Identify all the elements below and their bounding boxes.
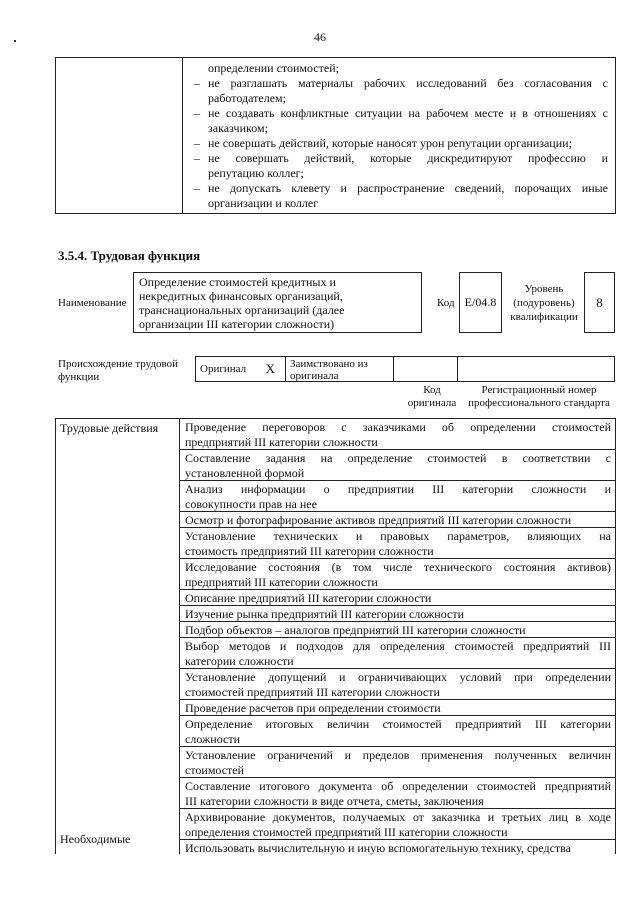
labor-action-line: Определение итоговых величин стоимостей предприятий III категории [185, 717, 611, 731]
labor-action-line: сложности [185, 732, 241, 746]
ethics-rule-text: не совершать действий, которые дискредитируют профессию и [208, 151, 608, 165]
original-mark: X [265, 361, 275, 376]
dash-bullet: – [194, 151, 200, 165]
labor-actions-list [180, 419, 616, 856]
registration-number-caption [462, 384, 616, 410]
registration-number-cell [458, 357, 614, 381]
section-title: 3.5.4. Трудовая функция [58, 248, 201, 263]
ethics-rule-text: работодателем; [208, 91, 286, 105]
ethics-rule-line [194, 151, 608, 166]
function-name-line: организации III категории сложности) [139, 317, 335, 331]
qualification-level-box [584, 272, 615, 333]
labor-action [180, 638, 616, 669]
scan-speck [14, 40, 16, 42]
origin-original-cell [196, 357, 286, 381]
ethics-rule-line [194, 121, 608, 136]
labor-action-line: Анализ информации о предприятии III категории сложности и [185, 482, 611, 496]
labor-action [180, 700, 616, 716]
ethics-rule-line [194, 106, 608, 121]
ethics-rule-text: не допускать клевету и распространение сведений, порочащих иные [208, 181, 608, 195]
labor-action [180, 778, 616, 809]
origin-table [195, 356, 615, 382]
dash-bullet: – [194, 181, 200, 195]
labor-action-line: Описание предприятий III категории сложности [185, 591, 432, 605]
dash-bullet [194, 61, 208, 76]
required-skill-line: Использовать вычислительную и иную вспомогательную технику, средства [185, 841, 571, 855]
code-label: Код [437, 297, 455, 309]
dash-bullet [194, 121, 208, 136]
origin-label-line: Происхождение трудовой [58, 358, 179, 370]
ethics-continuation-table [55, 57, 616, 214]
ethics-rule-line [194, 181, 608, 196]
ethics-rules-list [194, 61, 608, 211]
ethics-rule-text: организации и коллег [208, 196, 319, 210]
labor-action [180, 559, 616, 590]
labor-action-line: стоимостей [185, 763, 245, 777]
labor-action-line: III категории сложности в виде отчета, сметы, заключения [185, 794, 484, 808]
labor-action [180, 606, 616, 622]
labor-action-line: Установление ограничений и пределов применения полученных величин [185, 748, 611, 762]
labor-action [180, 450, 616, 481]
labor-action-line: Исследование состояния (в том числе технического состояния активов) [185, 560, 611, 574]
labor-action [180, 669, 616, 700]
dash-bullet [194, 196, 208, 211]
origin-label-line: функции [58, 371, 100, 383]
ethics-rule-line [194, 136, 608, 151]
original-code-caption [400, 384, 464, 410]
function-name-box [133, 272, 422, 333]
labor-action-line: Установление технических и правовых параметров, влияющих на [185, 529, 611, 543]
original-label: Оригинал [200, 363, 247, 375]
origin-label [58, 358, 188, 384]
labor-actions-table [55, 418, 616, 854]
labor-action [180, 747, 616, 778]
labor-action-line: категории сложности [185, 654, 294, 668]
ethics-rule-line [194, 61, 608, 76]
level-value: 8 [596, 294, 603, 310]
labor-action-line: предприятий III категории сложности [185, 435, 378, 449]
page-number: 46 [314, 30, 326, 44]
ethics-rule-text: не разглашать материалы рабочих исследований без согласования с [208, 76, 608, 90]
caption-line: Код [423, 384, 441, 396]
function-name-line: Определение стоимостей кредитных и [139, 275, 336, 289]
labor-action-line: Проведение расчетов при определении стоимости [185, 701, 441, 715]
name-label: Наименование [58, 297, 127, 309]
labor-action [180, 622, 616, 638]
labor-action-line: Выбор методов и подходов для определения стоимостей предприятий III [185, 639, 611, 653]
ethics-rule-line [194, 91, 608, 106]
dash-bullet [194, 91, 208, 106]
required-label: Необходимые [60, 832, 131, 846]
labor-action-line: определения стоимостей предприятий III категории сложности [185, 825, 508, 839]
labor-action [180, 512, 616, 528]
labor-action [180, 809, 616, 840]
labor-action-line: Установление допущений и ограничивающих условий при определении [185, 670, 611, 684]
dash-bullet: – [194, 136, 200, 150]
labor-action-line: предприятий III категории сложности [185, 575, 378, 589]
dash-bullet: – [194, 106, 200, 120]
code-box [459, 272, 502, 333]
dash-bullet [194, 166, 208, 181]
labor-action [180, 590, 616, 606]
labor-action-line: Архивирование документов, получаемых от заказчика и третьих лиц в ходе [185, 810, 611, 824]
borrowed-line: оригинала [290, 370, 339, 382]
labor-action-line: совокупности прав на нее [185, 497, 317, 511]
ethics-rule-text: не создавать конфликтные ситуации на рабочем месте и в отношениях с [208, 106, 608, 120]
original-code-cell [394, 357, 458, 381]
labor-action-line: Подбор объектов – аналогов предприятий III категории сложности [185, 623, 526, 637]
table-divider [182, 58, 183, 213]
level-label-line: Уровень [524, 283, 564, 295]
labor-action [180, 716, 616, 747]
labor-action-line: установленной формой [185, 466, 305, 480]
qualification-level-label [509, 282, 579, 324]
function-name-line: некредитных финансовых организаций, [139, 289, 343, 303]
ethics-rule-text: определении стоимостей; [208, 61, 339, 75]
ethics-rule-line [194, 166, 608, 181]
labor-action-line: стоимостей предприятий III категории сложности [185, 685, 440, 699]
ethics-rule-line [194, 76, 608, 91]
ethics-rule-text: заказчиком; [208, 121, 268, 135]
labor-action-line: Проведение переговоров с заказчиками об определении стоимостей [185, 420, 611, 434]
labor-action [180, 528, 616, 559]
ethics-rule-text: не совершать действий, которые наносят урон репутации организации; [208, 136, 572, 150]
code-value: E/04.8 [464, 295, 497, 309]
labor-action-line: Составление задания на определение стоимостей в соответствии с [185, 451, 611, 465]
labor-action [180, 481, 616, 512]
labor-action-line: Осмотр и фотографирование активов предприятий III категории сложности [185, 513, 572, 527]
caption-line: профессионального стандарта [468, 397, 610, 409]
borrowed-cell [286, 357, 394, 381]
labor-action-line: Составление итогового документа об определении стоимостей предприятий [185, 779, 611, 793]
labor-actions-label: Трудовые действия [60, 421, 159, 435]
borrowed-line: Заимствовано из [290, 358, 368, 370]
caption-line: Регистрационный номер [481, 384, 597, 396]
dash-bullet: – [194, 76, 200, 90]
labor-action-line: стоимость предприятий III категории сложности [185, 544, 434, 558]
labor-action [180, 419, 616, 450]
level-label-line: (подуровень) [513, 297, 575, 309]
ethics-rule-line [194, 196, 608, 211]
level-label-line: квалификации [510, 311, 578, 323]
labor-action-line: Изучение рынка предприятий III категории сложности [185, 607, 464, 621]
ethics-rule-text: репутацию коллег; [208, 166, 304, 180]
caption-line: оригинала [407, 397, 457, 409]
function-name-line: транснациональных организаций (далее [139, 303, 345, 317]
